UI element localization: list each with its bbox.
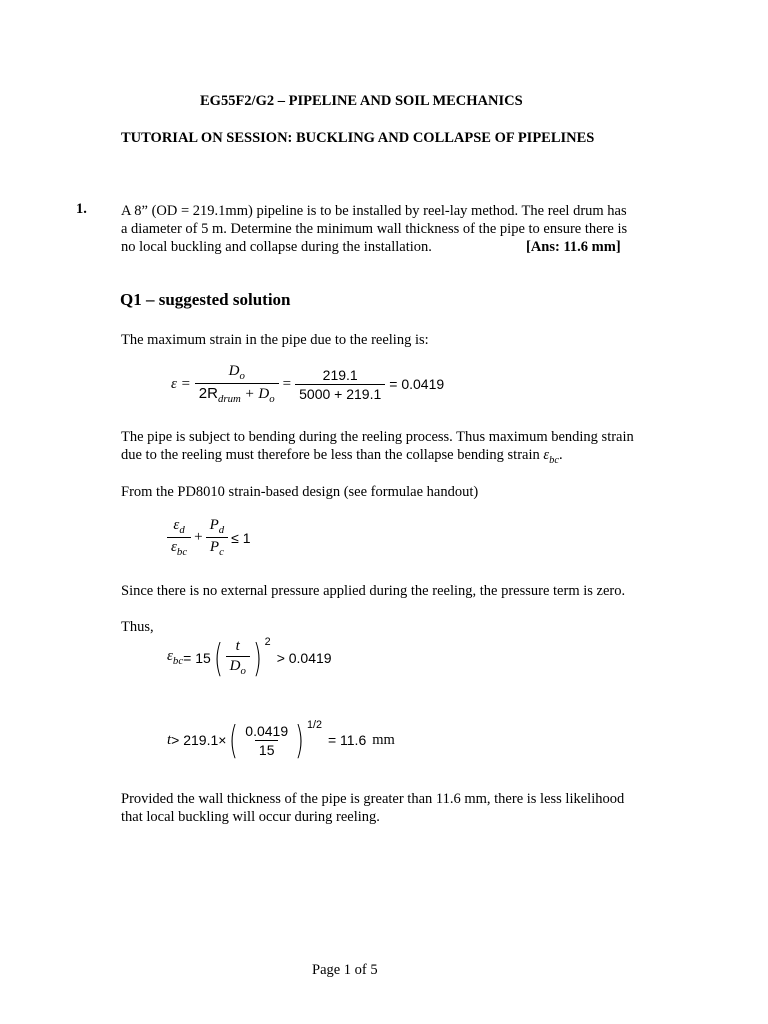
eq3-lhs: $\varepsilon_{bc}$ bbox=[167, 648, 184, 667]
solution-paragraph-3: From the PD8010 strain-based design (see formulae handout) bbox=[121, 484, 479, 500]
solution-heading: Q1 – suggested solution bbox=[120, 290, 291, 309]
conclusion-line-1: Provided the wall thickness of the pipe is greater than 11.6 mm, there is less likelihood bbox=[121, 791, 625, 807]
eq1-equals: = bbox=[282, 375, 292, 392]
eq4-ratio: $\frac{0.0419}{15}$ bbox=[245, 722, 289, 758]
question-line-1: A 8” (OD = 219.1mm) pipeline is to be installed by reel-lay method. The reel drum has bbox=[121, 203, 627, 219]
eq4-unit: mm bbox=[372, 731, 395, 748]
paragraph-2-line-1: The pipe is subject to bending during the reeling process. Thus maximum bending strain bbox=[121, 429, 634, 445]
course-title: EG55F2/G2 – PIPELINE AND SOIL MECHANICS bbox=[200, 93, 523, 109]
eq4-right-paren: ) bbox=[295, 718, 304, 762]
question-line-3: no local buckling and collapse during the installation. bbox=[121, 239, 432, 255]
conclusion-line-2: that local buckling will occur during reeling. bbox=[121, 809, 380, 825]
eq3-exponent: 2 bbox=[264, 636, 271, 648]
eq1-num-value: 219.1 bbox=[322, 366, 358, 383]
eq1-numerator: $D_o$ bbox=[228, 363, 245, 382]
collapse-strain-symbol: ε bbox=[543, 447, 550, 463]
solution-paragraph-1: The maximum strain in the pipe due to the reeling is: bbox=[121, 332, 429, 348]
eq3-right-paren: ) bbox=[252, 635, 262, 680]
eq1-den-value: 5000 + 219.1 bbox=[295, 384, 385, 402]
eq3-left-paren: ( bbox=[213, 635, 223, 680]
question-answer: [Ans: 11.6 mm] bbox=[526, 239, 621, 255]
eq2-strain-ratio: $\frac{\varepsilon_d}{\varepsilon_{bc}}$ bbox=[167, 517, 191, 558]
solution-paragraph-2 bbox=[121, 428, 666, 470]
eq3-rhs: > 0.0419 bbox=[276, 649, 332, 666]
eq1-fraction-numeric bbox=[295, 367, 385, 402]
solution-conclusion bbox=[121, 790, 666, 826]
page-number: Page 1 of 5 bbox=[312, 962, 378, 978]
equation-max-strain bbox=[171, 363, 444, 405]
eq2-rhs: ≤ 1 bbox=[231, 529, 251, 546]
eq4-exponent: 1/2 bbox=[306, 719, 322, 731]
equation-wall-thickness bbox=[167, 718, 395, 762]
eq4-left-paren: ( bbox=[229, 718, 239, 762]
eq2-plus: + bbox=[194, 529, 203, 545]
paragraph-2-line-2: due to the reeling must therefore be less than the collapse bending strain $\varepsilon_{bc}$. bbox=[121, 447, 563, 466]
eq2-pressure-ratio: $\frac{P_d}{P_c}$ bbox=[206, 517, 229, 558]
eq4-result: = 11.6 bbox=[327, 732, 367, 748]
eq1-denominator: $2R_{drum} + D_o$ bbox=[195, 383, 279, 405]
eq1-result: = 0.0419 bbox=[389, 376, 445, 392]
eq4-lhs: t bbox=[167, 731, 172, 748]
equation-strain-criterion bbox=[167, 517, 251, 558]
question-text bbox=[121, 202, 666, 256]
question-line-3-row bbox=[121, 238, 666, 256]
question-number: 1. bbox=[76, 201, 87, 217]
eq1-fraction-symbolic bbox=[195, 363, 279, 405]
eq3-ratio: $\frac{t}{D_o}$ bbox=[226, 638, 250, 677]
tutorial-title: TUTORIAL ON SESSION: BUCKLING AND COLLAPSE OF PIPELINES bbox=[121, 130, 595, 146]
solution-paragraph-5: Thus, bbox=[121, 619, 154, 635]
question-line-2: a diameter of 5 m. Determine the minimum wall thickness of the pipe to ensure there is bbox=[121, 221, 628, 237]
equation-collapse-strain bbox=[167, 635, 332, 680]
eq4-diameter-term: > 219.1× bbox=[171, 732, 227, 748]
eq1-lhs: ε = bbox=[171, 375, 191, 392]
solution-paragraph-4: Since there is no external pressure applied during the reeling, the pressure term is zero. bbox=[121, 583, 626, 599]
eq3-coefficient: = 15 bbox=[183, 649, 211, 666]
